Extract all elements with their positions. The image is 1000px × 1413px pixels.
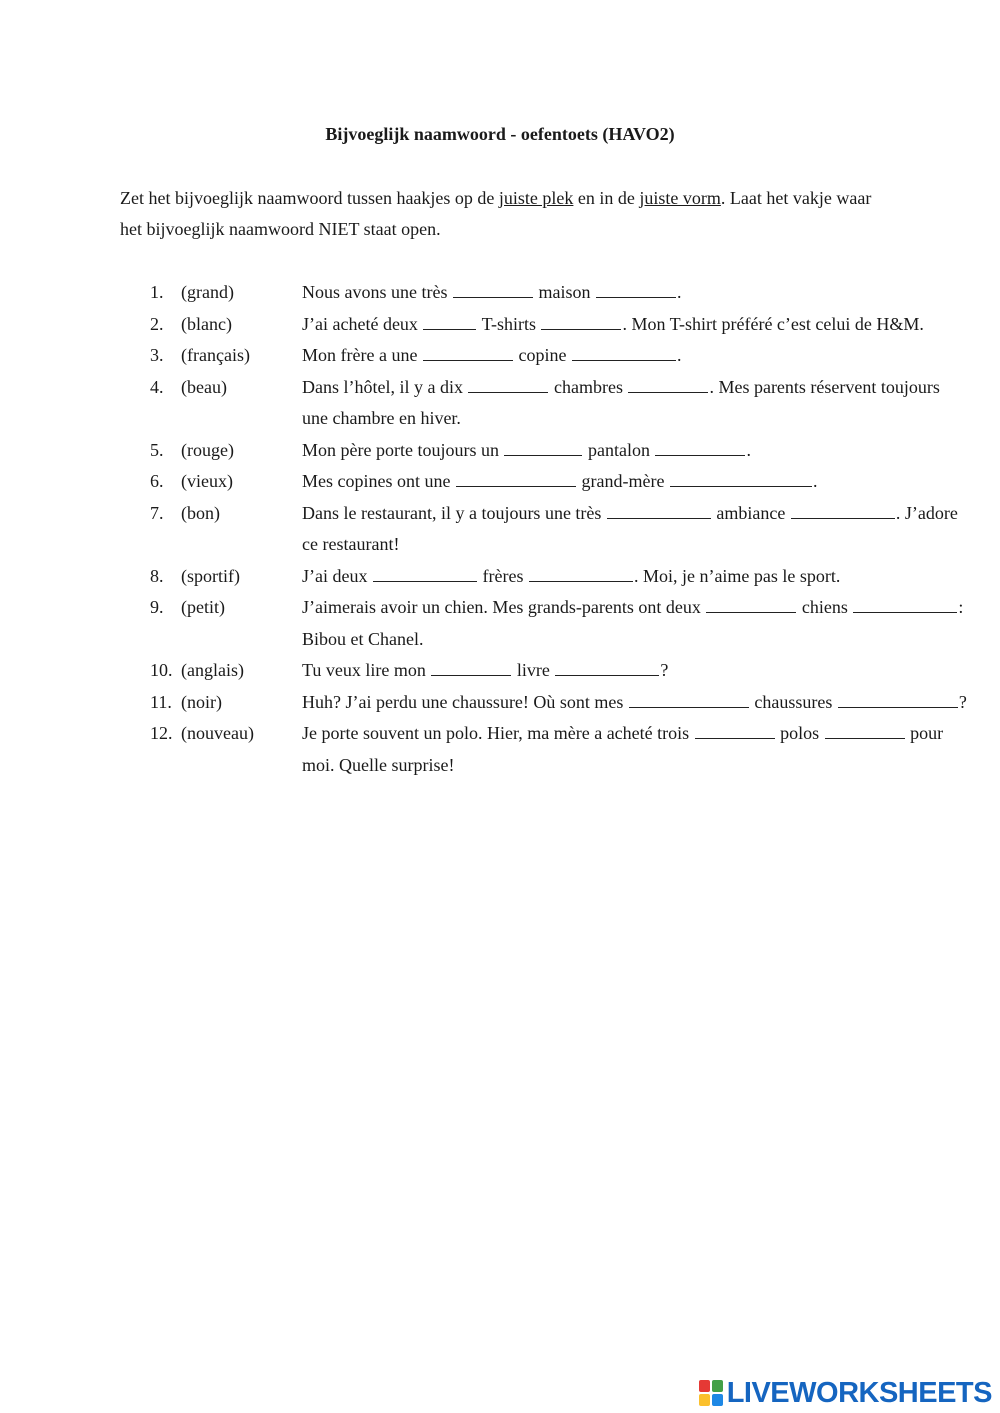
logo-grid-icon — [699, 1380, 723, 1406]
sentence-text: J’ai deux — [302, 565, 372, 586]
item-sentence — [302, 277, 970, 309]
item-adjective: (bon) — [181, 502, 220, 523]
instructions — [120, 183, 890, 245]
exercise-item — [150, 687, 970, 719]
logo-square-blue — [712, 1394, 723, 1406]
sentence-text: . Mes parents réservent toujours une chambre en hiver. — [302, 376, 945, 428]
item-adjective: (nouveau) — [181, 723, 254, 743]
answer-blank[interactable] — [456, 469, 576, 487]
answer-blank[interactable] — [572, 343, 676, 361]
sentence-text: . — [812, 471, 818, 491]
answer-blank[interactable] — [529, 564, 633, 582]
sentence-text: maison — [533, 282, 595, 302]
sentence-text: Tu veux lire mon — [302, 660, 431, 680]
sentence-text: livre — [512, 660, 555, 680]
exercise-item — [150, 372, 970, 435]
answer-blank[interactable] — [423, 343, 513, 361]
item-sentence — [302, 655, 970, 687]
exercise-item — [150, 435, 970, 467]
sentence-text: T-shirts — [477, 313, 541, 334]
exercise-item — [150, 466, 970, 498]
item-sentence — [302, 718, 970, 781]
answer-blank[interactable] — [423, 312, 476, 330]
answer-blank[interactable] — [838, 690, 958, 708]
sentence-text: . — [676, 282, 682, 302]
sentence-text: Mon frère a une — [302, 345, 422, 365]
liveworksheets-logo — [699, 1378, 992, 1408]
logo-square-yellow — [699, 1394, 710, 1406]
answer-blank[interactable] — [706, 595, 796, 613]
sentence-text: pantalon — [583, 439, 655, 460]
item-adjective: (français) — [181, 345, 250, 365]
exercise-list — [150, 277, 970, 781]
instructions-part2: en in de — [573, 188, 640, 208]
answer-blank[interactable] — [628, 375, 708, 393]
item-adjective: (rouge) — [181, 439, 234, 460]
logo-square-green — [712, 1380, 723, 1392]
instructions-underline-2: juiste vorm — [639, 188, 721, 208]
sentence-text: . Moi, je n’aime pas le sport. — [633, 565, 841, 586]
sentence-text: chiens — [797, 597, 853, 617]
item-sentence — [302, 561, 970, 593]
item-adjective: (sportif) — [181, 565, 240, 586]
sentence-text: J’ai acheté deux — [302, 313, 423, 334]
sentence-text: Huh? J’ai perdu une chaussure! Où sont mes — [302, 691, 628, 712]
sentence-text: ? — [958, 691, 967, 712]
answer-blank[interactable] — [791, 501, 895, 519]
sentence-text: . Mon T-shirt préféré c’est celui de H&M. — [622, 313, 924, 334]
page-title: Bijvoeglijk naamwoord - oefentoets (HAVO2) — [325, 124, 675, 144]
sentence-text: pour moi. Quelle surprise! — [302, 723, 948, 775]
answer-blank[interactable] — [596, 280, 676, 298]
item-number: 1. — [150, 282, 164, 302]
answer-blank[interactable] — [468, 375, 548, 393]
sentence-text: Dans le restaurant, il y a toujours une très — [302, 502, 606, 523]
answer-blank[interactable] — [825, 721, 905, 739]
answer-blank[interactable] — [373, 564, 477, 582]
item-number: 9. — [150, 597, 164, 617]
sentence-text: Mon père porte toujours un — [302, 439, 504, 460]
sentence-text: frères — [477, 565, 528, 586]
exercise-item — [150, 309, 970, 341]
answer-blank[interactable] — [695, 721, 775, 739]
sentence-text: chaussures — [749, 691, 837, 712]
sentence-text: ? — [660, 660, 669, 680]
answer-blank[interactable] — [431, 658, 511, 676]
exercise-item — [150, 655, 970, 687]
sentence-text: Nous avons une très — [302, 282, 452, 302]
sentence-text: copine — [513, 345, 571, 365]
exercise-item — [150, 340, 970, 372]
item-adjective: (petit) — [181, 597, 225, 617]
item-sentence — [302, 340, 970, 372]
exercise-item — [150, 718, 970, 781]
item-sentence — [302, 372, 970, 435]
item-adjective: (blanc) — [181, 313, 232, 334]
logo-square-red — [699, 1380, 710, 1392]
item-adjective: (noir) — [181, 691, 222, 712]
item-number: 11. — [150, 691, 172, 712]
answer-blank[interactable] — [541, 312, 621, 330]
item-adjective: (beau) — [181, 376, 227, 397]
item-number: 3. — [150, 345, 164, 365]
item-adjective: (vieux) — [181, 471, 233, 491]
item-sentence — [302, 498, 970, 561]
instructions-part3: . Laat het vakje waar het bijvoeglijk naamwoord NIET staat open. — [120, 188, 872, 239]
answer-blank[interactable] — [670, 469, 812, 487]
sentence-text: Mes copines ont une — [302, 471, 455, 491]
answer-blank[interactable] — [607, 501, 711, 519]
item-sentence — [302, 687, 970, 719]
item-number: 12. — [150, 723, 173, 743]
item-number: 7. — [150, 502, 164, 523]
item-sentence — [302, 592, 970, 655]
instructions-part1: Zet het bijvoeglijk naamwoord tussen haakjes op de — [120, 188, 499, 208]
sentence-text: grand-mère — [576, 471, 669, 491]
sentence-text: . — [676, 345, 682, 365]
logo-text: LIVEWORKSHEETS — [726, 1376, 992, 1409]
exercise-item — [150, 561, 970, 593]
sentence-text: . — [746, 439, 751, 460]
item-adjective: (anglais) — [181, 660, 244, 680]
item-sentence — [302, 466, 970, 498]
instructions-underline-1: juiste plek — [498, 188, 574, 208]
item-number: 8. — [150, 565, 164, 586]
sentence-text: chambres — [549, 376, 628, 397]
answer-blank[interactable] — [555, 658, 659, 676]
item-number: 6. — [150, 471, 164, 491]
answer-blank[interactable] — [655, 438, 745, 456]
exercise-item — [150, 277, 970, 309]
exercise-item — [150, 592, 970, 655]
answer-blank[interactable] — [504, 438, 582, 456]
item-sentence — [302, 435, 970, 467]
answer-blank[interactable] — [629, 690, 749, 708]
answer-blank[interactable] — [453, 280, 533, 298]
sentence-text: Je porte souvent un polo. Hier, ma mère a acheté trois — [302, 723, 694, 743]
sentence-text: ambiance — [711, 502, 790, 523]
answer-blank[interactable] — [853, 595, 957, 613]
sentence-text: J’aimerais avoir un chien. Mes grands-parents ont deux — [302, 597, 706, 617]
sentence-text: polos — [775, 723, 824, 743]
item-sentence — [302, 309, 970, 341]
item-adjective: (grand) — [181, 282, 234, 302]
sentence-text: : Bibou et Chanel. — [302, 597, 968, 649]
item-number: 5. — [150, 439, 164, 460]
item-number: 10. — [150, 660, 173, 680]
item-number: 2. — [150, 313, 164, 334]
sentence-text: . J’adore ce restaurant! — [302, 502, 963, 554]
item-number: 4. — [150, 376, 164, 397]
exercise-item — [150, 498, 970, 561]
sentence-text: Dans l’hôtel, il y a dix — [302, 376, 468, 397]
